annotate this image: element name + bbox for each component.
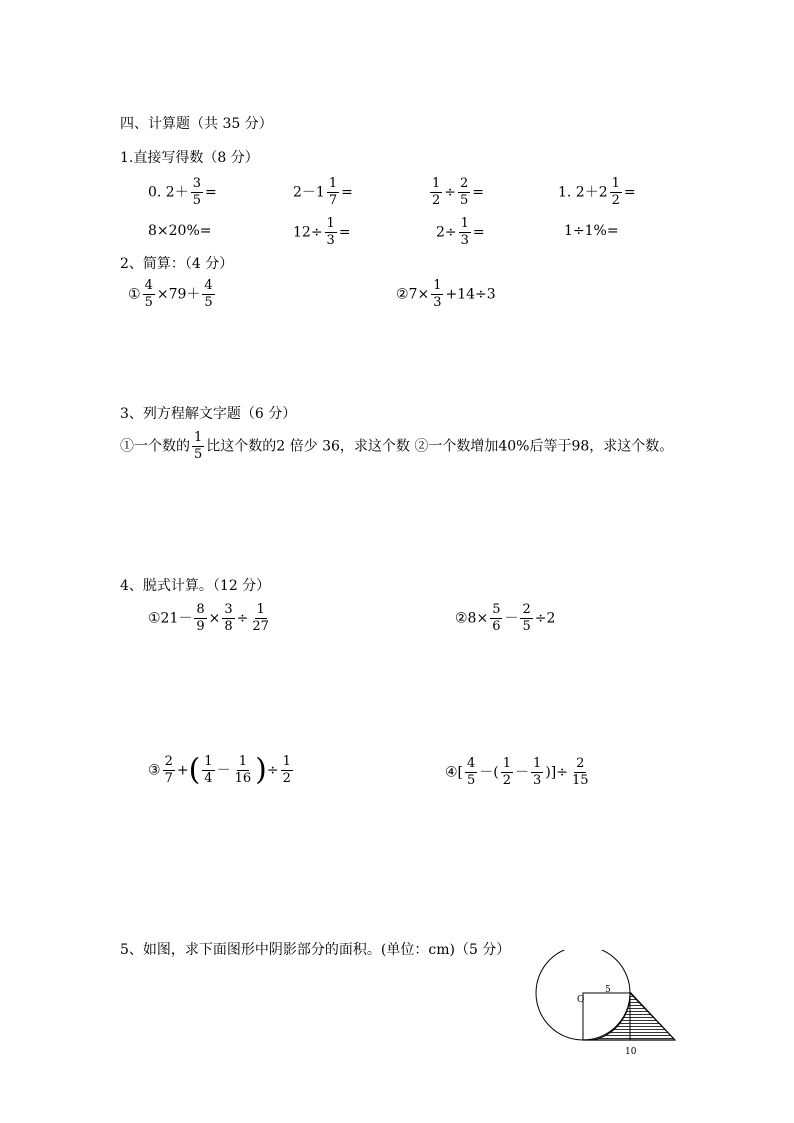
q5-title: 5、如图，求下面图形中阴影部分的面积。(单位：cm)（5 分） — [120, 942, 511, 958]
q1-item-5: 8×20%= — [148, 223, 212, 239]
q4-problem-3: ③ $\frac{2}{7}$ +( $\frac{1}{4}$ － $\frac{1}{16}$ )÷ $\frac{1}{2}$ — [148, 752, 291, 788]
q5-figure — [535, 950, 685, 1060]
shaded-region — [593, 992, 675, 1040]
q1-title: 1.直接写得数（8 分） — [120, 150, 259, 166]
q3-problem-2: ②一个数增加40%后等于98，求这个数。 — [414, 438, 674, 455]
q1-item-7: 2÷ $\frac{1}{3}$ = — [436, 216, 485, 248]
radius-label: 5 — [605, 985, 611, 995]
q2-title: 2、简算：（4 分） — [120, 256, 234, 272]
q1-item-6: 12÷ $\frac{1}{3}$ = — [293, 216, 351, 248]
q1-item-3: $\frac{1}{2}$ ÷ $\frac{2}{5}$ = — [432, 176, 485, 208]
q3-title: 3、列方程解文字题（6 分） — [120, 406, 297, 422]
q4-problem-1: ①21－ $\frac{8}{9}$ × $\frac{3}{8}$ ÷ $\frac{1}{27}$ — [148, 602, 269, 634]
q4-problem-2: ②8× $\frac{5}{6}$ － $\frac{2}{5}$ ÷2 — [455, 602, 556, 634]
q4-problem-4: ④[ $\frac{4}{5}$ －( $\frac{1}{2}$ － $\frac{1}{3}$ )]÷ $\frac{2}{15}$ — [445, 756, 589, 788]
q1-item-8: 1÷1%= — [564, 223, 619, 239]
q1-item-2: 2－1 $\frac{1}{7}$ = — [293, 176, 353, 208]
section-title: 四、计算题（共 35 分） — [120, 116, 273, 132]
q1-item-1: 0. 2＋ $\frac{3}{5}$ = — [148, 176, 217, 208]
q1-item-4: 1. 2＋2 $\frac{1}{2}$ = — [558, 176, 636, 208]
q4-title: 4、脱式计算。（12 分） — [120, 578, 271, 594]
base-label: 10 — [625, 1047, 637, 1057]
q3-problems: ①一个数的 $\frac{1}{5}$ 比这个数的2 倍少 36，求这个数 ②一个数增加40%后等于98，求这个数。 — [120, 430, 674, 462]
center-label: O — [577, 995, 585, 1005]
q2-problem-2: ②7× $\frac{1}{3}$ +14÷3 — [396, 278, 496, 310]
q2-problem-1: ① $\frac{4}{5}$ ×79＋ $\frac{4}{5}$ — [128, 278, 213, 310]
